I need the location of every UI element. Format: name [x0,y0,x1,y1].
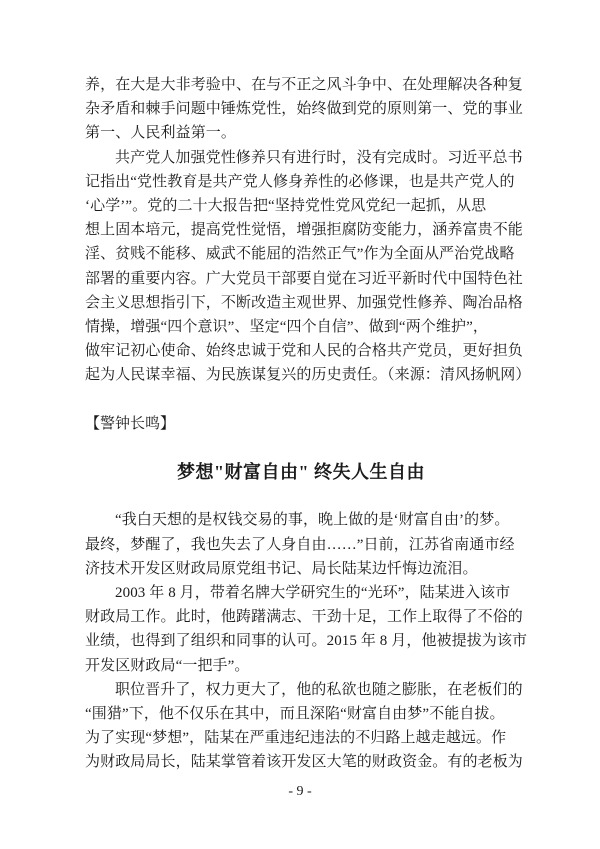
text-line: 为财政局局长，陆某掌管着该开发区大笔的财政资金。有的老板为 [85,754,523,771]
blank-line [85,484,517,508]
text-line: 想上固本培元，提高党性觉悟，增强拒腐防变能力，涵养富贵不能 [85,222,523,239]
article-title: 梦想"财富自由" 终失人生自由 [177,462,425,482]
text-line: 养，在大是大非考验中、在与不正之风斗争中、在处理解决各种复 [85,77,523,93]
article-paragraph-2 [85,581,528,678]
text-line: 第一、人民利益第一。 [85,125,237,142]
text-line: 开发区财政局“一把手”。 [85,657,250,674]
paragraph-continuation [85,73,523,146]
page-number: - 9 - [288,784,312,799]
text-line: 杂矛盾和棘手问题中锤炼党性，始终做到党的原则第一、党的事业 [85,101,523,118]
text-line: 记指出“党性教育是共产党人修身养性的必修课，也是共产党人的 [85,173,515,190]
text-line: 最终，梦醒了，我也失去了人身自由……”日前，江苏省南通市经 [85,536,515,553]
text-line: “围猎”下，他不仅乐在其中，而且深陷“财富自由梦”不能自拔。 [85,705,505,722]
text-line: 起为人民谋幸福、为民族谋复兴的历史责任。（来源：清风扬帆网） [85,367,531,384]
text-line: 2003 年 8 月，带着名牌大学研究生的“光环”，陆某进入该市 [115,584,511,601]
text-line: 共产党人加强党性修养只有进行时，没有完成时。习近平总书 [115,149,523,166]
blank-line [85,436,517,460]
article-paragraph-1 [85,508,517,581]
text-line: 做牢记初心使命、始终忠诚于党和人民的合格共产党员，更好担负 [85,343,523,360]
text-line: 财政局工作。此时，他踌躇满志、干劲十足，工作上取得了不俗的 [85,609,523,626]
text-line: ‘心学’”。党的二十大报告把“坚持党性党风党纪一起抓，从思 [85,197,487,214]
page-content [85,73,531,774]
text-line: 为了实现“梦想”，陆某在严重违纪违法的不归路上越走越远。作 [85,730,507,747]
text-line: “我白天想的是权钱交易的事，晚上做的是‘财富自由’的梦。 [115,512,510,529]
blank-line [85,387,517,411]
text-line: 淫、贫贱不能移、威武不能屈的浩然正气”作为全面从严治党战略 [85,246,515,263]
text-line: 会主义思想指引下，不断改造主观世界、加强党性修养、陶冶品格 [85,294,523,311]
text-line: 部署的重要内容。广大党员干部要自觉在习近平新时代中国特色社 [85,270,523,287]
paragraph-party-spirit [85,146,531,388]
text-line: 情操，增强“四个意识”、坚定“四个自信”、做到“两个维护”， [85,318,488,335]
section-header: 【警钟长鸣】 [85,415,176,432]
text-line: 职位晋升了，权力更大了，他的私欲也随之膨胀，在老板们的 [115,681,523,698]
text-line: 济技术开发区财政局原党组书记、局长陆某边忏悔边流泪。 [85,560,478,577]
article-paragraph-3 [85,678,523,775]
text-line: 业绩，也得到了组织和同事的认可。2015 年 8 月，他被提拔为该市 [85,633,528,650]
